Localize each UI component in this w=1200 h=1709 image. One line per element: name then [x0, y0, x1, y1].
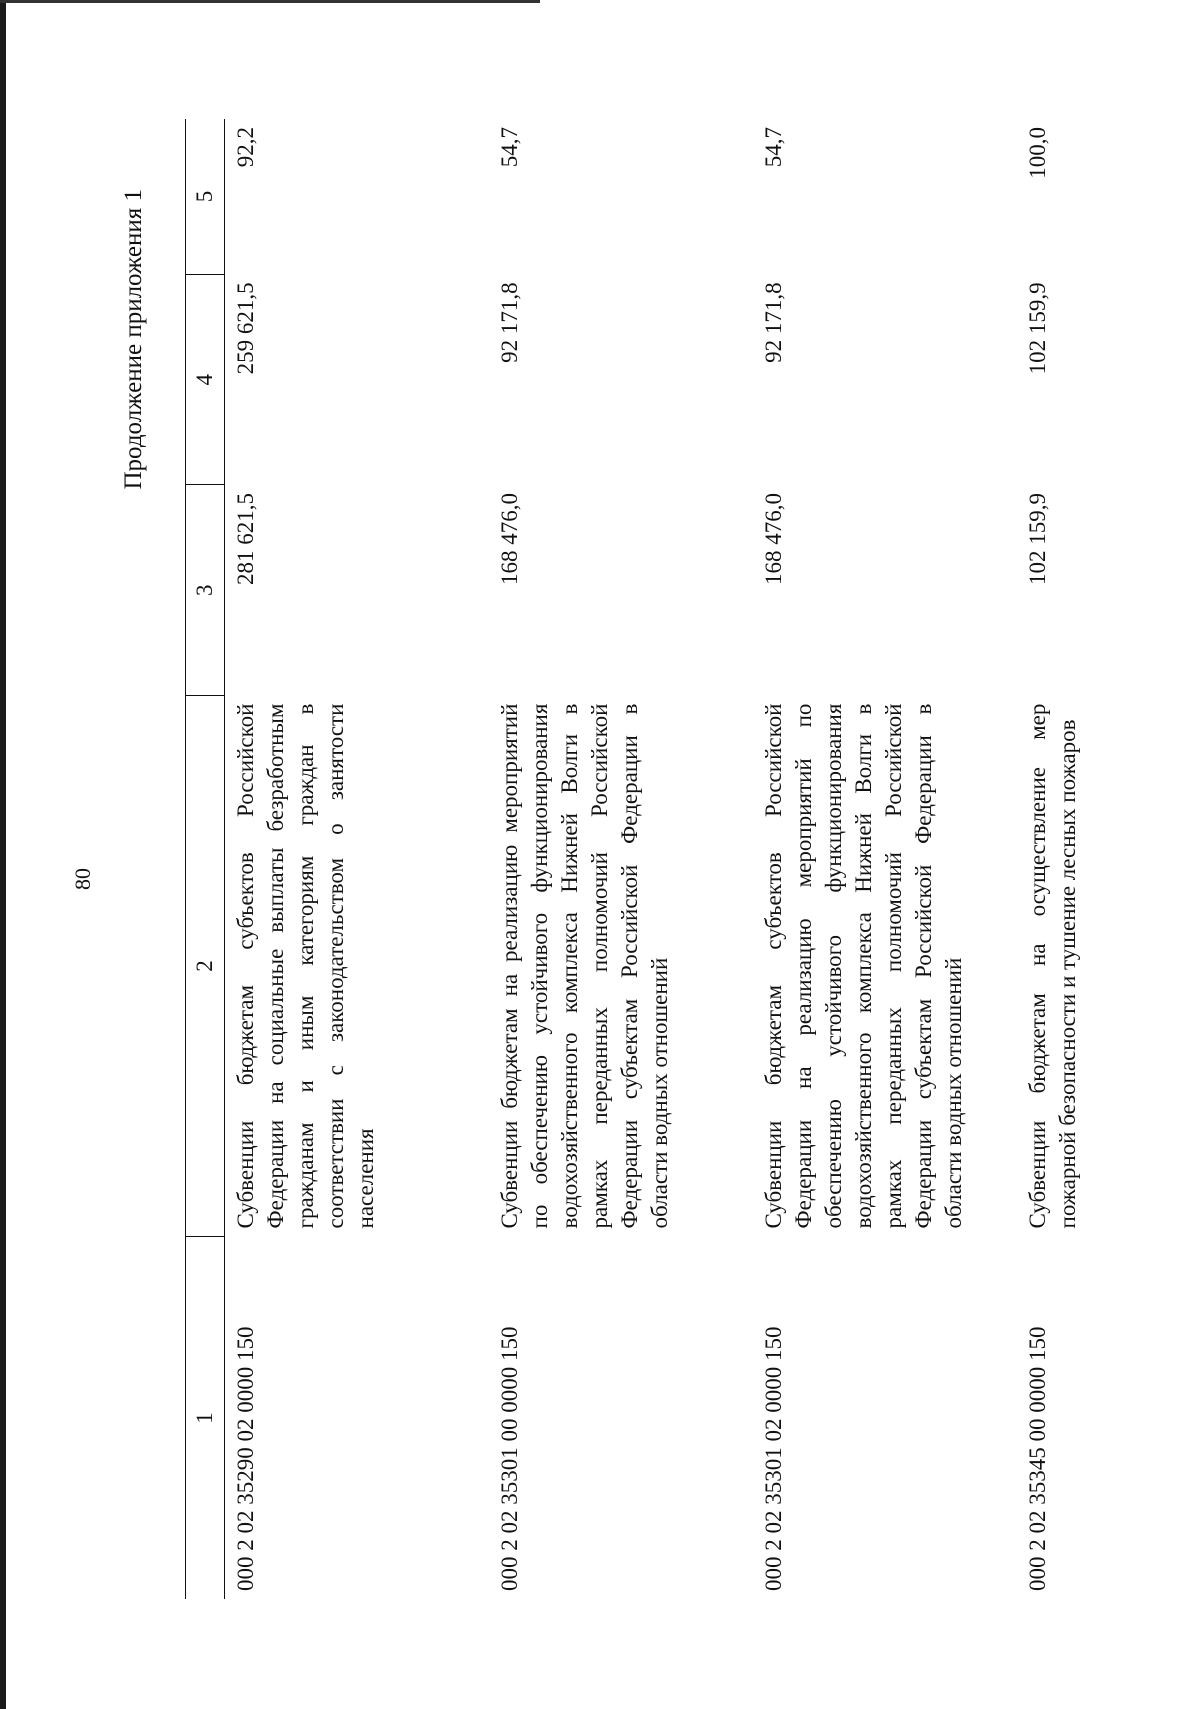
- description: Субвенции бюджетам субъектов Российской Федерации на социальные выплаты безработным гражданам и иным категориям граждан в соответствии с законодательством о занятости населения: [233, 703, 378, 1229]
- description: Субвенции бюджетам на осуществление мер пожарной безопасности и тушение лесных пожаров: [1024, 703, 1080, 1229]
- table-row: [225, 119, 489, 1599]
- page-number: 80: [70, 868, 95, 890]
- budget-code: 000 2 02 35290 02 0000 150: [233, 1326, 258, 1591]
- column-header-1: 1: [186, 1236, 225, 1599]
- table-row: [489, 119, 753, 1599]
- description: Субвенции бюджетам на реализацию мероприятий по обеспечению устойчивого функционирования водохозяйственного комплекса Нижней Волги в рамках переданных полномочий Российской Федерации субъектам Российской Федерации в области водных отношений: [496, 703, 672, 1229]
- header-row: [186, 119, 225, 1599]
- value-col3: 281 621,5: [233, 493, 258, 585]
- value-col5: 92,2: [233, 127, 258, 168]
- value-col4: 92 171,8: [496, 282, 522, 363]
- continuation-title: Продолжение приложения 1: [120, 189, 147, 490]
- value-col5: 100,0: [1024, 127, 1050, 179]
- description: Субвенции бюджетам субъектов Российской Федерации на реализацию мероприятий по обеспечению устойчивого функционирования водохозяйственного комплекса Нижней Волги в рамках переданных полномочий Российской Федерации субъектам Российской Федерации в области водных отношений: [760, 703, 966, 1229]
- column-header-5: 5: [186, 119, 225, 274]
- value-col3: 168 476,0: [760, 493, 786, 585]
- value-col4: 102 159,9: [1024, 282, 1050, 375]
- column-header-2: 2: [186, 696, 225, 1237]
- column-header-4: 4: [186, 274, 225, 485]
- budget-code: 000 2 02 35301 00 0000 150: [496, 1326, 522, 1591]
- table-row: [1017, 119, 1197, 1599]
- value-col3: 102 159,9: [1024, 493, 1050, 585]
- value-col5: 54,7: [760, 127, 786, 168]
- table-row: [753, 119, 1017, 1599]
- value-col5: 54,7: [496, 127, 522, 168]
- budget-code: 000 2 02 35345 00 0000 150: [1024, 1326, 1050, 1591]
- budget-code: 000 2 02 35301 02 0000 150: [760, 1326, 786, 1591]
- value-col3: 168 476,0: [496, 493, 522, 585]
- value-col4: 259 621,5: [233, 282, 258, 375]
- budget-table: [185, 119, 1197, 1599]
- column-header-3: 3: [186, 485, 225, 696]
- value-col4: 92 171,8: [760, 282, 786, 363]
